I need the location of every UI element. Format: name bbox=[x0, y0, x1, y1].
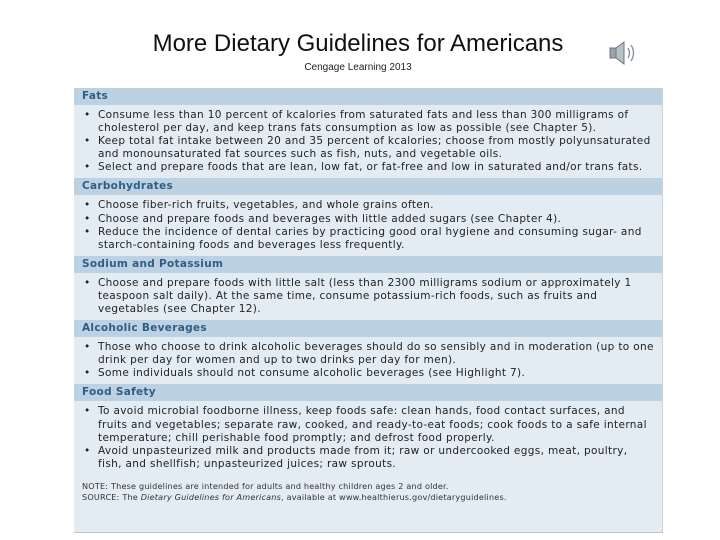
source-prefix: SOURCE: The bbox=[82, 491, 141, 502]
list-item: • Those who choose to drink alcoholic beverages should do so sensibly and in moderation (up to one drink per day for women and up to two drinks per day for men). bbox=[98, 341, 654, 367]
footnote-note: NOTE: These guidelines are intended for adults and healthy children ages 2 and older. bbox=[82, 480, 449, 491]
list-item: • To avoid microbial foodborne illness, keep foods safe: clean hands, food contact surfaces, and fruits and vegetables; separate raw, cooked, and ready-to-eat foods; cook foods to a safe internal temperature; chill perishable food promptly; and defrost food properly. bbox=[98, 405, 654, 444]
section-items-alcoholic-beverages bbox=[74, 337, 662, 384]
section-heading-food-safety: Food Safety bbox=[74, 384, 662, 401]
section-heading-carbohydrates: Carbohydrates bbox=[74, 178, 662, 195]
section-heading-alcoholic-beverages: Alcoholic Beverages bbox=[74, 320, 662, 337]
list-item: • Avoid unpasteurized milk and products made from it; raw or undercooked eggs, meat, poultry, fish, and shellfish; unpasteurized juices; raw sprouts. bbox=[98, 445, 654, 471]
list-item: • Choose and prepare foods and beverages with little added sugars (see Chapter 4). bbox=[98, 213, 654, 226]
list-item: • Reduce the incidence of dental caries by practicing good oral hygiene and consuming sugar- and starch-containing foods and beverages less frequently. bbox=[98, 226, 654, 252]
guidelines-table bbox=[74, 88, 663, 533]
section-items-carbohydrates bbox=[74, 195, 662, 255]
list-item: • Keep total fat intake between 20 and 35 percent of kcalories; choose from mostly polyunsaturated and monounsaturated fat sources such as fish, nuts, and vegetable oils. bbox=[98, 135, 654, 161]
source-suffix: , available at www.healthierus.gov/dietaryguidelines. bbox=[281, 491, 507, 502]
list-item: • Some individuals should not consume alcoholic beverages (see Highlight 7). bbox=[98, 367, 654, 380]
section-items-fats bbox=[74, 105, 662, 178]
table-footnote bbox=[74, 475, 662, 503]
section-items-food-safety bbox=[74, 401, 662, 474]
speaker-icon[interactable] bbox=[607, 38, 639, 68]
list-item: • Choose and prepare foods with little salt (less than 2300 milligrams sodium or approximately 1 teaspoon salt daily). At the same time, consume potassium-rich foods, such as fruits and vegetables (see Chapter 12). bbox=[98, 277, 654, 316]
section-heading-sodium-potassium: Sodium and Potassium bbox=[74, 256, 662, 273]
source-title: Dietary Guidelines for Americans bbox=[140, 491, 282, 502]
list-item: • Select and prepare foods that are lean, low fat, or fat-free and low in saturated and/or trans fats. bbox=[98, 161, 654, 174]
footnote-source bbox=[82, 492, 654, 503]
section-heading-fats: Fats bbox=[74, 88, 662, 105]
list-item: • Consume less than 10 percent of kcalories from saturated fats and less than 300 milligrams of cholesterol per day, and keep trans fats consumption as low as possible (see Chapter 5). bbox=[98, 109, 654, 135]
slide-title: More Dietary Guidelines for Americans bbox=[152, 30, 564, 57]
section-items-sodium-potassium bbox=[74, 273, 662, 320]
slide-credit: Cengage Learning 2013 bbox=[304, 62, 412, 73]
list-item: • Choose fiber-rich fruits, vegetables, and whole grains often. bbox=[98, 199, 654, 212]
